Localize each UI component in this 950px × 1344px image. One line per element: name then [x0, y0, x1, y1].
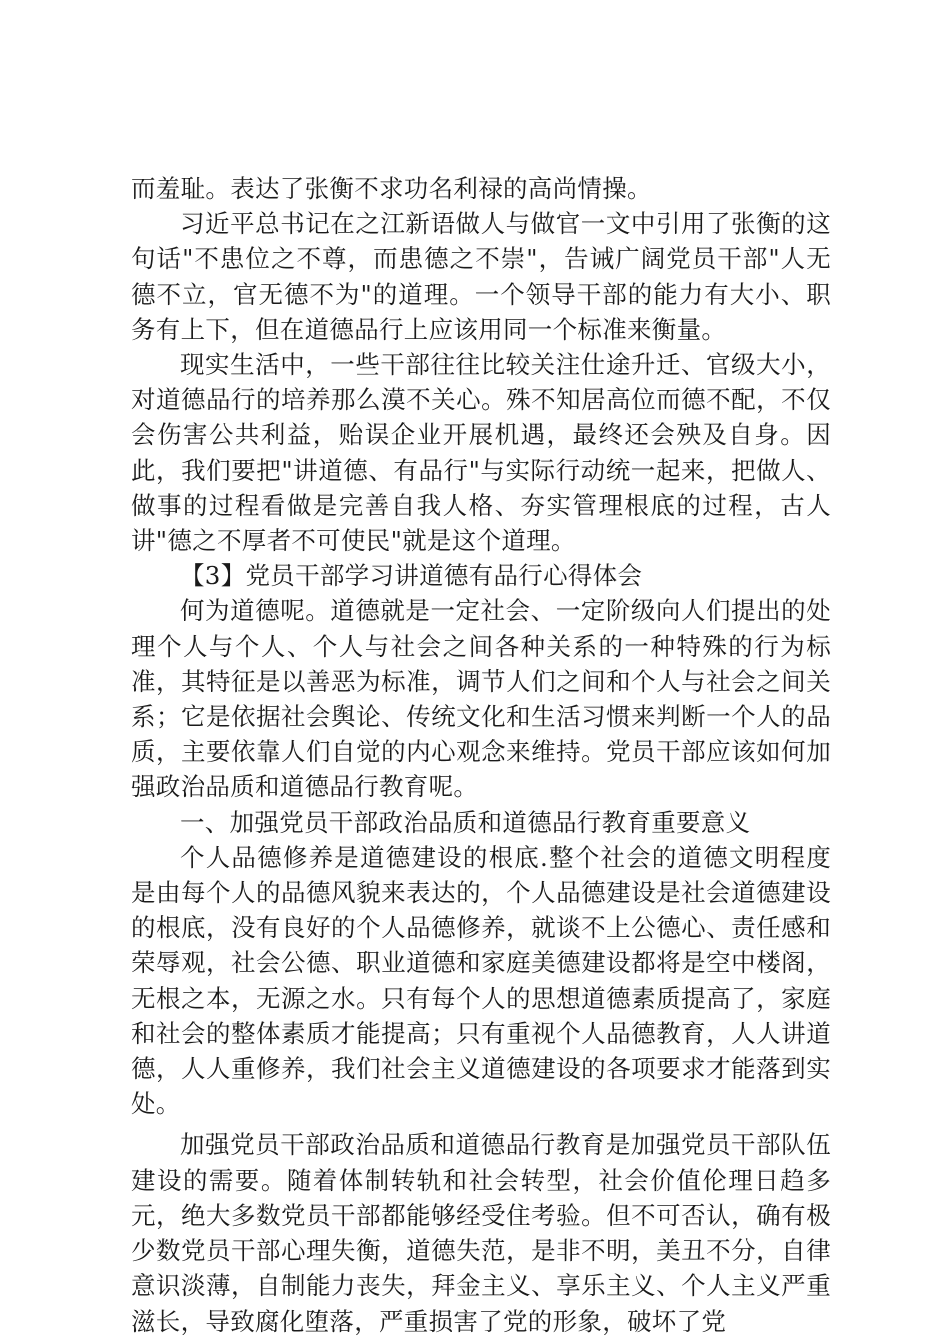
subheading-1: 一、加强党员干部政治品质和道德品行教育重要意义 — [180, 807, 751, 837]
section-heading-3: 【3】党员干部学习讲道德有品行心得体会 — [180, 561, 643, 591]
paragraph-1: 而羞耻。表达了张衡不求功名利禄的高尚情操。 — [131, 174, 652, 203]
paragraph-2: 习近平总书记在之江新语做人与做官一文中引用了张衡的这句话"不患位之不尊，而患德之不崇"，告诫广阔党员干部"人无德不立，官无德不为"的道理。一个领导干部的能力有大小、职务有上下，但在道德品行上应该用同一个标准来衡量。 — [131, 209, 831, 344]
paragraph-5: 何为道德呢。道德就是一定社会、一定阶级向人们提出的处理个人与个人、个人与社会之间各种关系的一种特殊的行为标准，其特征是以善恶为标准，调节人们之间和个人与社会之间关系；它是依据社会舆论、传统文化和生活习惯来判断一个人的品质，主要依靠人们自觉的内心观念来维持。党员干部应该如何加强政治品质和道德品行教育呢。 — [131, 596, 831, 802]
paragraph-8: 加强党员干部政治品质和道德品行教育是加强党员干部队伍建设的需要。随着体制转轨和社会转型，社会价值伦理日趋多元，绝大多数党员干部都能够经受住考验。但不可否认，确有极少数党员干部心理失衡，道德失范，是非不明，美丑不分，自律意识淡薄，自制能力丧失，拜金主义、享乐主义、个人主义严重滋长，导致腐化堕落，严重损害了党的形象，破坏了党 — [131, 1130, 831, 1336]
document-body — [131, 171, 831, 1339]
paragraph-3: 现实生活中，一些干部往往比较关注仕途升迁、官级大小，对道德品行的培养那么漠不关心。殊不知居高位而德不配，不仅会伤害公共利益，贻误企业开展机遇，最终还会殃及自身。因此，我们要把"讲道德、有品行"与实际行动统一起来，把做人、做事的过程看做是完善自我人格、夯实管理根底的过程，古人讲"德之不厚者不可使民"就是这个道理。 — [131, 350, 831, 556]
paragraph-7: 个人品德修养是道德建设的根底.整个社会的道德文明程度是由每个人的品德风貌来表达的，个人品德建设是社会道德建设的根底，没有良好的个人品德修养，就谈不上公德心、责任感和荣辱观，社会公德、职业道德和家庭美德建设都将是空中楼阁，无根之本，无源之水。只有每个人的思想道德素质提高了，家庭和社会的整体素质才能提高；只有重视个人品德教育，人人讲道德，人人重修养，我们社会主义道德建设的各项要求才能落到实处。 — [131, 842, 831, 1119]
